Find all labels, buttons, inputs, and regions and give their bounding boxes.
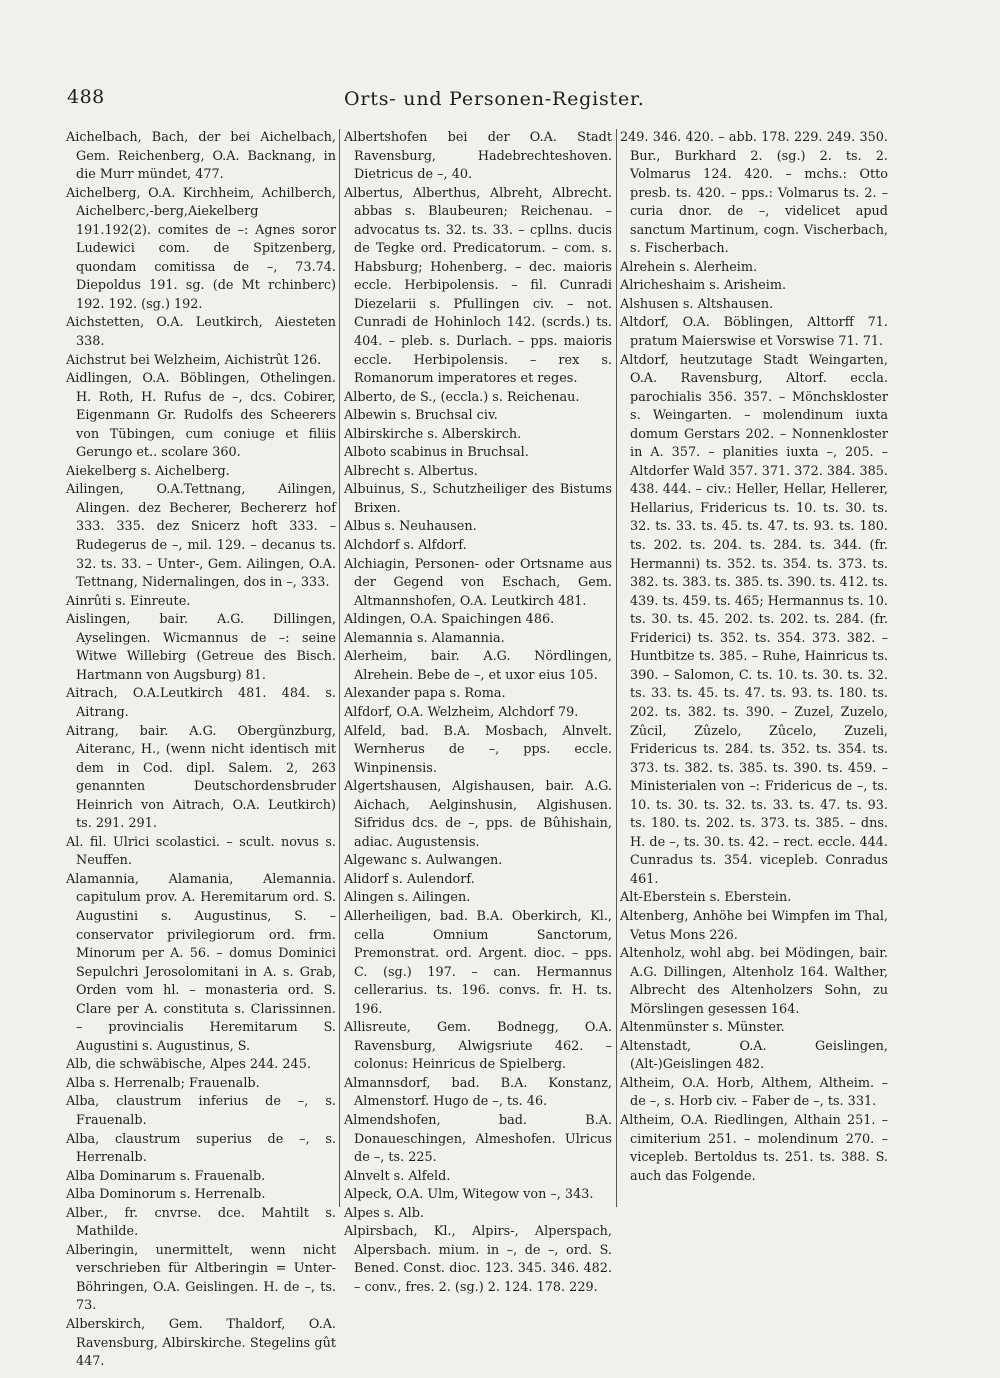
index-entry: Altdorf, heutzutage Stadt Weingarten, O.A. Ravensburg, Altorf. eccla. parochialis 356. 357. – Mönchskloster s. Weingarten. – molendinum iuxta domum Gerstars 202. – Nonnenkloster in A. 357. – planities iuxta –, 205. – Altdorfer Wald 357. 371. 372. 384. 385. 438. 444. – civ.: Heller, Hellar, Hellerer, Hellarius, Fridericus ts. 10. ts. 30. ts. 32. ts. 33. ts. 45. ts. 47. ts. 93. ts. 180. ts. 202. ts. 204. ts. 284. ts. 344. (fr. Hermanni) ts. 352. ts. 354. ts. 373. ts. 382. ts. 383. ts. 385. ts. 390. ts. 412. ts. 439. ts. 459. ts. 465; Hermannus ts. 10. ts. 30. ts. 45. 202. ts. 202. ts. 284. (fr. Friderici) ts. 352. ts. 354. 373. 382. – Huntbitze ts. 385. – Ruhe, Hainricus ts. 390. – Salomon, C. ts. 10. ts. 30. ts. 32. ts. 33. ts. 45. ts. 47. ts. 93. ts. 180. ts. 202. ts. 382. ts. 390. – Zuzel, Zuzelo, Zûcil, Zûzelo, Zûcelo, Zuzeli, Fridericus ts. 284. ts. 352. ts. 354. ts. 373. ts. 382. ts. 385. ts. 390. ts. 459. – Ministerialen von –: Fridericus de –, ts. 10. ts. 30. ts. 32. ts. 33. ts. 47. ts. 93. ts. 180. ts. 202. ts. 373. ts. 385. – dns. H. de –, ts. 30. ts. 42. – rect. eccle. 444. Cunradus ts. 354. vicepleb. Conradus 461. <box>620 352 888 887</box>
index-entry: Alboto scabinus in Bruchsal. <box>344 445 529 461</box>
index-entry: Altheim, O.A. Horb, Althem, Altheim. – de –, s. Horb civ. – Faber de –, ts. 331. <box>620 1075 888 1110</box>
index-entry: Albertshofen bei der O.A. Stadt Ravensburg, Hadebrechteshoven. Dietricus de –, 40. <box>344 130 612 183</box>
index-entry: Albewin s. Bruchsal civ. <box>344 408 498 424</box>
index-entry: Alexander papa s. Roma. <box>344 686 506 702</box>
index-entry: Alberto, de S., (eccla.) s. Reichenau. <box>344 389 580 405</box>
index-entry: Aichstrut bei Welzheim, Aichistrût 126. <box>66 352 322 368</box>
column-divider <box>339 129 340 1207</box>
index-entry: Altenstadt, O.A. Geislingen, (Alt-)Geislingen 482. <box>620 1038 888 1073</box>
index-entry: Aislingen, bair. A.G. Dillingen, Ayselingen. Wicmannus de –: seine Witwe Willebirg (Getreue des Bisch. Hartmann von Augsburg) 81. <box>66 612 336 683</box>
page-number: 488 <box>67 86 105 108</box>
index-entry: Alberskirch, Gem. Thaldorf, O.A. Ravensburg, Albirskirche. Stegelins gût 447. <box>66 1317 336 1370</box>
index-column-right <box>620 129 888 1329</box>
index-entry: Alricheshaim s. Arisheim. <box>620 278 787 294</box>
index-entry: Alchiagin, Personen- oder Ortsname aus der Gegend von Eschach, Gem. Altmannshofen, O.A. Leutkirch 481. <box>344 556 612 609</box>
index-entry: Almendshofen, bad. B.A. Donaueschingen, Almeshofen. Ulricus de –, ts. 225. <box>344 1112 612 1166</box>
index-entry: 249. 346. 420. – abb. 178. 229. 249. 350. Bur., Burkhard 2. (sg.) 2. ts. 2. Volmarus 124. 420. – mchs.: Otto presb. ts. 420. – pps.: Volmarus ts. 2. – curia dnor. de –, videlicet apud sanctum Martinum, cogn. Vischerbach, s. Fischerbach. <box>620 130 888 257</box>
index-entry: Alba Dominorum s. Herrenalb. <box>66 1187 266 1203</box>
index-entry: Al. fil. Ulrici scolastici. – scult. novus s. Neuffen. <box>66 834 336 869</box>
index-column-middle <box>344 129 612 1329</box>
index-entry: Alba, claustrum superius de –, s. Herrenalb. <box>66 1131 336 1166</box>
index-entry: Albus s. Neuhausen. <box>344 519 477 535</box>
index-entry: Aichstetten, O.A. Leutkirch, Aiesteten 338. <box>66 315 336 350</box>
index-entry: Aitrang, bair. A.G. Obergünzburg, Aiteranc, H., (wenn nicht identisch mit dem in Cod. dipl. Salem. 2, 263 genannten Deutschordensbruder Heinrich von Aitrach, O.A. Leutkirch) ts. 291. 291. <box>66 723 336 832</box>
index-entry: Allerheiligen, bad. B.A. Oberkirch, Kl., cella Omnium Sanctorum, Premonstrat. ord. Argent. dioc. – pps. C. (sg.) 197. – can. Hermannus cellerarius. ts. 196. convs. fr. H. ts. 196. <box>344 908 612 1017</box>
index-entry: Alerheim, bair. A.G. Nördlingen, Alrehein. Bebe de –, et uxor eius 105. <box>344 649 612 683</box>
index-entry: Alfeld, bad. B.A. Mosbach, Alnvelt. Wernherus de –, pps. eccle. Winpinensis. <box>344 723 612 776</box>
index-entry: Ailingen, O.A.Tettnang, Ailingen, Alingen. dez Becherer, Bechererz hof 333. 335. dez Snicerz hoft 333. – Rudegerus de –, mil. 129. – decanus ts. 32. ts. 33. – Unter-, Gem. Ailingen, O.A. Tettnang, Nidernalingen, dos in –, 333. <box>66 482 336 591</box>
index-entry: Altheim, O.A. Riedlingen, Althain 251. – cimiterium 251. – molendinum 270. – vicepleb. Bertoldus ts. 251. ts. 388. S. auch das Folgende. <box>620 1112 888 1184</box>
index-entry: Alshusen s. Altshausen. <box>620 296 774 312</box>
index-entry: Algewanc s. Aulwangen. <box>344 853 503 869</box>
index-entry: Albertus, Alberthus, Albreht, Albrecht. abbas s. Blaubeuren; Reichenau. – advocatus ts. 32. ts. 33. – cpllns. ducis de Tegke ord. Predicatorum. – com. s. Habsburg; Hohenberg. – dec. maioris eccle. Herbipolensis. – fil. Cunradi Diezelarii s. Pfullingen civ. – not. Cunradi de Hohinloch 142. (scrds.) ts. 404. – pleb. s. Durlach. – pps. maioris eccle. Herbipolensis. – rex s. Romanorum imperatores et reges. <box>344 185 612 387</box>
index-entry: Alfdorf, O.A. Welzheim, Alchdorf 79. <box>344 704 579 720</box>
index-entry: Alamannia, Alamania, Alemannia. capitulum prov. A. Heremitarum ord. S. Augustini s. Augustinus, S. – conservator privilegiorum ord. frm. Minorum per A. 56. – domus Dominici Sepulchri Jerosolomitani in A. s. Grab, Orden vom hl. – monasteria ord. S. Clare per A. constituta s. Clarissinnen. – provincialis Heremitarum S. Augustini s. Augustinus, S. <box>66 871 336 1054</box>
index-entry: Alingen s. Ailingen. <box>344 890 471 906</box>
index-entry: Alt-Eberstein s. Eberstein. <box>620 890 792 906</box>
index-entry: Alnvelt s. Alfeld. <box>344 1168 451 1184</box>
index-column-left <box>66 129 336 1370</box>
index-entry: Altdorf, O.A. Böblingen, Alttorff 71. pratum Maierswise et Vorswise 71. 71. <box>620 315 888 350</box>
index-entry: Alpes s. Alb. <box>344 1205 425 1221</box>
index-entry: Alba s. Herrenalb; Frauenalb. <box>66 1075 260 1091</box>
index-entry: Alemannia s. Alamannia. <box>344 630 505 646</box>
index-entry: Alrehein s. Alerheim. <box>620 259 758 275</box>
index-entry: Alpirsbach, Kl., Alpirs-, Alperspach, Alpersbach. mium. in –, de –, ord. S. Bened. Const. dioc. 123. 345. 346. 482. – conv., fres. 2. (sg.) 2. 124. 178. 229. <box>344 1224 612 1295</box>
index-entry: Aichelberg, O.A. Kirchheim, Achilberch, Aichelberc,-berg,Aiekelberg 191.192(2). comites de –: Agnes soror Ludewici com. de Spitzenberg, quondam comitissa de –, 73.74. Diepoldus 191. sg. (de Mt rchinberc) 192. 192. (sg.) 192. <box>66 185 336 312</box>
index-entry: Alidorf s. Aulendorf. <box>344 871 475 887</box>
index-entry: Alchdorf s. Alfdorf. <box>344 538 467 554</box>
index-entry: Algertshausen, Algishausen, bair. A.G. Aichach, Aelginshusin, Algishusen. Sifridus dcs. de –, pps. de Bûhishain, adiac. Augustensis. <box>344 779 612 850</box>
index-entry: Albirskirche s. Alberskirch. <box>344 426 522 442</box>
index-entry: Almannsdorf, bad. B.A. Konstanz, Almenstorf. Hugo de –, ts. 46. <box>344 1075 612 1110</box>
index-entry: Aidlingen, O.A. Böblingen, Othelingen. H. Roth, H. Rufus de –, dcs. Cobirer, Eigenmann Gr. Rudolfs des Scheerers von Tübingen, cum coniuge et filiis Gerungo et.. scolare 360. <box>66 371 336 461</box>
index-entry: Allisreute, Gem. Bodnegg, O.A. Ravensburg, Alwigsriute 462. – colonus: Heinricus de Spielberg. <box>344 1020 612 1073</box>
index-entry: Albuinus, S., Schutzheiliger des Bistums Brixen. <box>344 482 612 516</box>
index-entry: Albrecht s. Albertus. <box>344 463 478 479</box>
index-entry: Alba Dominarum s. Frauenalb. <box>66 1168 266 1184</box>
index-entry: Alber., fr. cnvrse. dce. Mahtilt s. Mathilde. <box>66 1205 336 1240</box>
index-entry: Altenberg, Anhöhe bei Wimpfen im Thal, Vetus Mons 226. <box>620 908 888 943</box>
index-entry: Ainrûti s. Einreute. <box>66 593 191 609</box>
index-entry: Alberingin, unermittelt, wenn nicht verschrieben für Altberingin = Unter-Böhringen, O.A. Geislingen. H. de –, ts. 73. <box>66 1242 336 1314</box>
index-entry: Aldingen, O.A. Spaichingen 486. <box>344 612 555 628</box>
index-entry: Altenholz, wohl abg. bei Mödingen, bair. A.G. Dillingen, Altenholz 164. Walther, Albrecht des Altenholzers Sohn, zu Mörslingen gesessen 164. <box>620 946 888 1017</box>
index-entry: Aitrach, O.A.Leutkirch 481. 484. s. Aitrang. <box>66 686 336 720</box>
running-head-title: Orts- und Personen-Register. <box>344 88 645 110</box>
index-entry: Alpeck, O.A. Ulm, Witegow von –, 343. <box>344 1187 594 1203</box>
index-entry: Alb, die schwäbische, Alpes 244. 245. <box>66 1057 311 1073</box>
index-entry: Alba, claustrum inferius de –, s. Frauenalb. <box>66 1094 336 1128</box>
index-entry: Aichelbach, Bach, der bei Aichelbach, Gem. Reichenberg, O.A. Backnang, in die Murr mündet, 477. <box>66 130 336 183</box>
column-divider <box>616 129 617 1207</box>
index-entry: Aiekelberg s. Aichelberg. <box>66 463 230 479</box>
index-entry: Altenmünster s. Münster. <box>620 1020 785 1036</box>
